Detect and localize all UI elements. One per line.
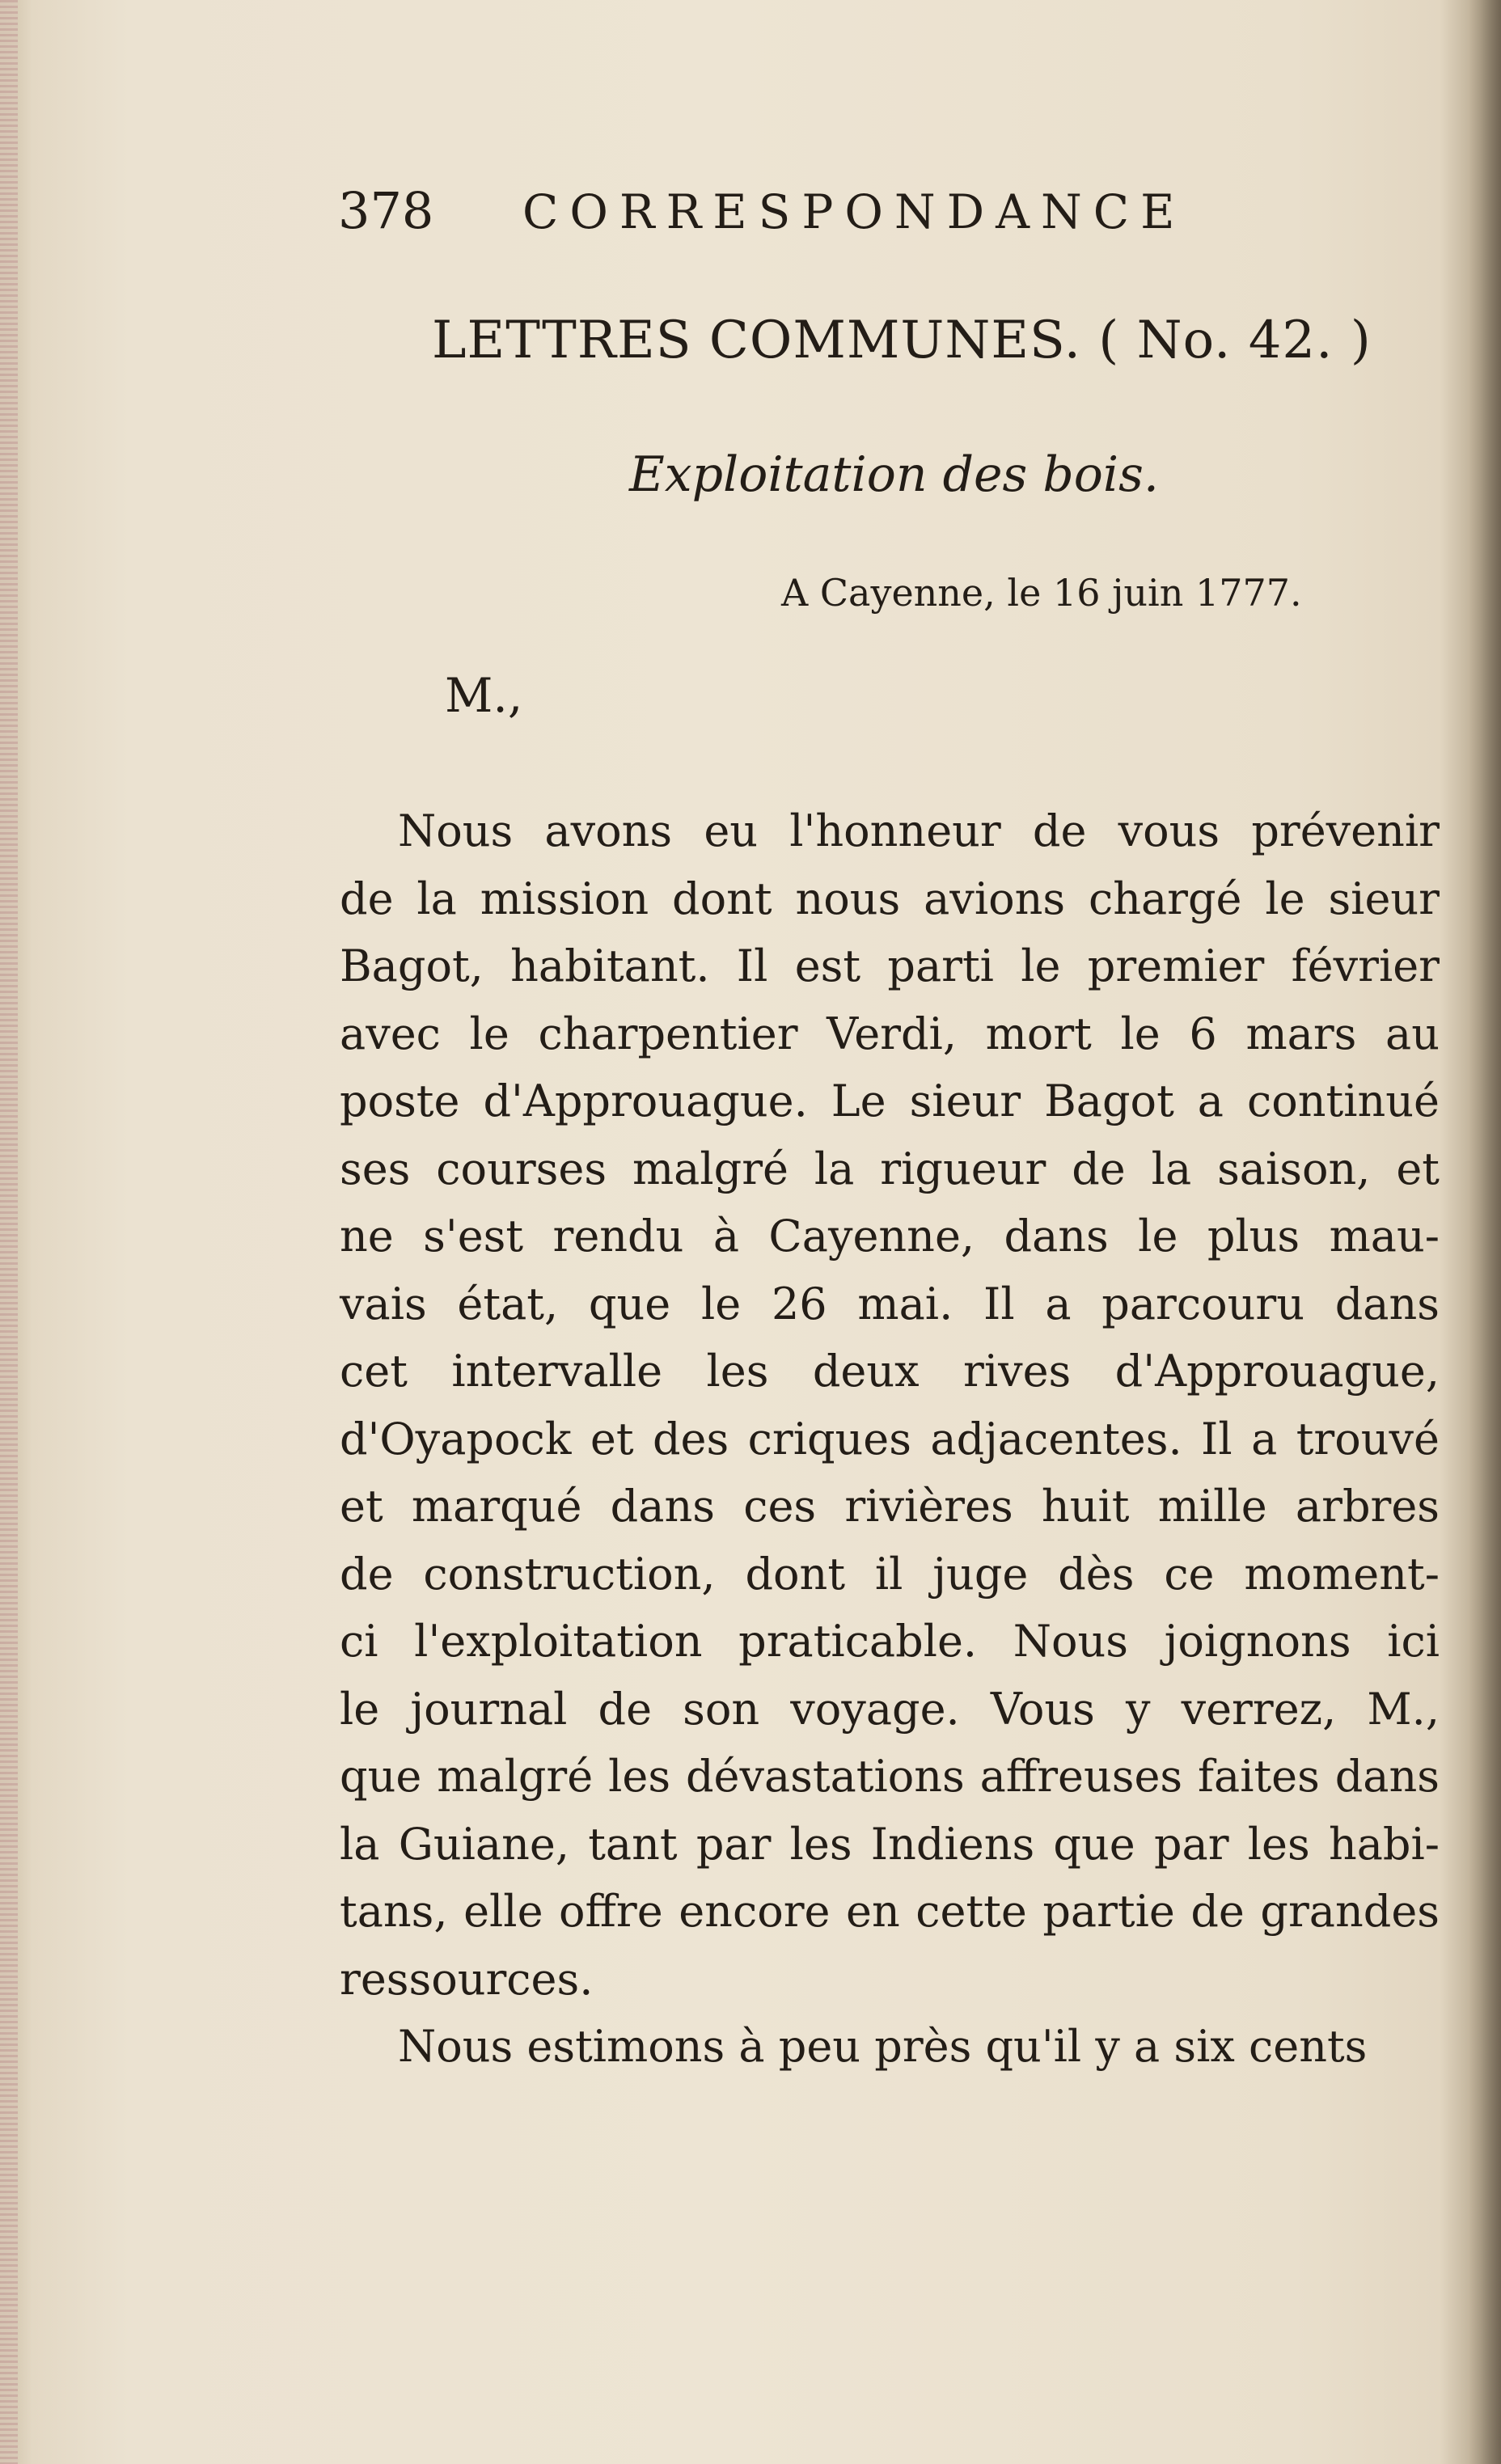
letter-body bbox=[340, 797, 1440, 2081]
body-line: le journal de son voyage. Vous y verrez, M., bbox=[340, 1683, 1440, 1735]
body-line: Nous estimons à peu près qu'il y a six cents bbox=[398, 2021, 1368, 2072]
body-line: poste d'Approuague. Le sieur Bagot a continué bbox=[340, 1076, 1440, 1126]
body-line: vais état, que le 26 mai. Il a parcouru dans bbox=[340, 1278, 1440, 1329]
body-line: ressources. bbox=[340, 1953, 594, 2005]
salutation: M., bbox=[445, 668, 523, 723]
body-line: et marqué dans ces rivières huit mille arbres bbox=[340, 1481, 1440, 1532]
body-line: de construction, dont il juge dès ce moment- bbox=[340, 1548, 1440, 1600]
letter-title: LETTRES COMMUNES. ( No. 42. ) bbox=[432, 311, 1372, 370]
body-line: avec le charpentier Verdi, mort le 6 mars au bbox=[340, 1008, 1440, 1059]
body-line: ci l'exploitation praticable. Nous joignons ici bbox=[340, 1616, 1440, 1667]
dateline: A Cayenne, le 16 juin 1777. bbox=[781, 571, 1302, 615]
body-line: Nous avons eu l'honneur de vous prévenir bbox=[398, 805, 1440, 856]
body-line: de la mission dont nous avions chargé le sieur bbox=[340, 873, 1440, 924]
page-number: 378 bbox=[338, 181, 434, 240]
letter-subtitle: Exploitation des bois. bbox=[629, 446, 1159, 503]
body-line: tans, elle offre encore en cette partie de grandes bbox=[340, 1886, 1440, 1937]
body-line: que malgré les dévastations affreuses faites dans bbox=[340, 1751, 1440, 1802]
body-line: d'Oyapock et des criques adjacentes. Il a trouvé bbox=[340, 1413, 1440, 1464]
running-title: CORRESPONDANCE bbox=[522, 184, 1186, 239]
body-line: ses courses malgré la rigueur de la saison, et bbox=[340, 1143, 1440, 1194]
body-line: cet intervalle les deux rives d'Approuague, bbox=[340, 1346, 1440, 1397]
body-line: ne s'est rendu à Cayenne, dans le plus mau- bbox=[340, 1211, 1440, 1262]
gutter-shadow bbox=[1469, 0, 1501, 2464]
body-line: Bagot, habitant. Il est parti le premier février bbox=[340, 940, 1440, 991]
body-line: la Guiane, tant par les Indiens que par les habi- bbox=[340, 1818, 1440, 1870]
page-edge bbox=[0, 0, 18, 2464]
